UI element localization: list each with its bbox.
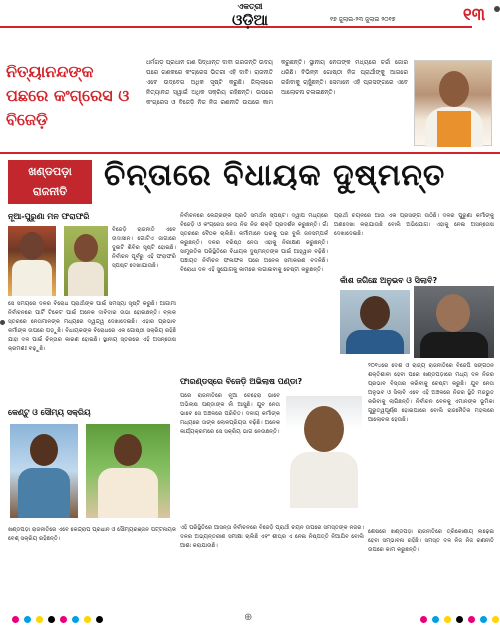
photo-anubhav: [340, 290, 410, 354]
color-dot: [72, 616, 79, 623]
color-dot: [456, 616, 463, 623]
middle-text-2: ପରେ ରାଜନୀତିରେ ନୂଆ ଚେହେରା ଭାବେ ଅଭିଲାଷ ପଣ୍ଡାଙ୍କ ନାଁ ଆସୁଛି। ଯୁବ ନେତା ଭାବେ ସେ ଅଞ୍ଚଳରେ ପରିଚିତ। ଦଳୀୟ କର୍ମୀଙ୍କ ମଧ୍ୟରେ ତାଙ୍କ ଲୋକପ୍ରିୟତା ବଢ଼ିଛି। ଅନେକ କାର୍ଯ୍ୟକ୍ରମରେ ସେ ସକ୍ରିୟ ଭାଗ ନେଉଛନ୍ତି।: [180, 393, 280, 435]
right-text-2: ୨୦୧୪ରେ ଦେଶ ଓ ରାଜ୍ୟ ରାଜନୀତିରେ ବିଜେପି ସଙ୍ଗଠନ ଶକ୍ତିଶାଳୀ ହେବା ପରେ ଖଣ୍ଡପଡ଼ାରେ ମଧ୍ୟ ଦଳ ନିଜର ପ୍ରଭାବ ବିସ୍ତାର କରିବାକୁ ଚେଷ୍ଟା କରୁଛି। ଯୁବ ନେତା ଅନୁଭବ ଓ ସିଲାବି ଏବେ ଏହି ଅଞ୍ଚଳରେ ନିଜର ସ୍ଥିତି ମଜଭୁତ କରିବାକୁ ଲାଗିଛନ୍ତି। ନିର୍ବାଚନ ବେଳକୁ ଏମାନଙ୍କ ଭୂମିକା ଗୁରୁତ୍ୱପୂର୍ଣ୍ଣ ହୋଇପାରେ ବୋଲି ରାଜନୈତିକ ମହଲରେ ଆଲୋଚନା ହେଉଛି।: [368, 363, 494, 423]
left-subhead: ନୂଆ-ପୁରୁଣା ମନ ଫରାଫରି: [8, 212, 90, 221]
photo-body: [98, 468, 158, 518]
color-dot: [12, 616, 19, 623]
photo-face: [304, 406, 344, 452]
masthead-title: ଓଡ଼ିଆ: [232, 11, 268, 29]
color-dot: [480, 616, 487, 623]
right-subhead: କାଁଶ ଜଗିଛେ ଅନୁଭବ ଓ ସିଲାବି?: [340, 276, 438, 285]
photo-face: [30, 434, 58, 466]
color-dot: [432, 616, 439, 623]
left-text-3: ଖଣ୍ଡପଡ଼ା ରାଜନୀତିରେ ଏବେ କେନ୍ଦ୍ରାପ ପ୍ରଧାନ ଓ ସୌମ୍ୟରଞ୍ଜନ ପଟ୍ଟନାୟକ ବେଶ୍ ସକ୍ରିୟ ରହିଛନ୍ତି।: [8, 527, 176, 542]
right-text-1: ପ୍ରାର୍ଥୀ ଚୟନରେ ଆଉ ଏକ ପ୍ରସଙ୍ଗ ଉଠିଛି। ଦଳର ପୁରୁଣା କର୍ମୀଙ୍କୁ ଅଣଦେଖା କରାଯାଉଛି ବୋଲି ଅଭିଯୋଗ। ଏହାକୁ ନେଇ ଅସନ୍ତୋଷ ଦେଖାଦେଇଛି।: [334, 213, 494, 237]
photo-leader-2: [64, 226, 108, 296]
lead-photo: [414, 60, 492, 146]
left-text-2: ସେ ସମୟରେ ଦଳର ବିରୋଧ ପ୍ରାର୍ଥୀଙ୍କ ପାଇଁ ସମସ୍ୟା ସୃଷ୍ଟି କରୁଛି। ଆଗାମୀ ନିର୍ବାଚନରେ ପାର୍ଟି ଟିକେଟ ପାଇଁ ଅନେକ ଦାବିଦାର ଉଭା ହୋଇଛନ୍ତି। ବ୍ଲକ ସ୍ତରରେ ନେତାମାନଙ୍କ ମଧ୍ୟରେ ଦ୍ୱନ୍ଦ୍ୱ ଦେଖାଦେଇଛି। ଏହାର ପ୍ରଭାବ କର୍ମୀଙ୍କ ଉପରେ ପଡ଼ୁଛି। ବିଧାୟକଙ୍କ ବିରୋଧରେ ଏକ ଗୋଷ୍ଠୀ ସକ୍ରିୟ ରହିଛି ଯାହା ଦଳ ପାଇଁ ଚିନ୍ତାର କାରଣ ହୋଇଛି। ସ୍ଥାନୀୟ ସ୍ତରରେ ଏହି ଅସନ୍ତୋଷ କ୍ରମଶଃ ବଢ଼ୁଛି।: [8, 301, 176, 352]
photo-leader-1: [8, 226, 56, 296]
left-subhead-2: କେଣ୍ଟୁ ଓ ସୌମ୍ୟ ସକ୍ରିୟ: [8, 408, 91, 417]
color-dot: [444, 616, 451, 623]
color-dot: [468, 616, 475, 623]
photo-face: [74, 234, 98, 262]
middle-subhead: ଫାରଣ୍ଡସ୍‌ରେ ବିଜେଡ଼ି ଅଭିଲାଷ ପଣ୍ଡା?: [180, 377, 303, 386]
color-dot: [24, 616, 31, 623]
photo-body: [290, 452, 358, 508]
photo-face: [360, 296, 390, 330]
page-header: [0, 0, 500, 46]
photo-kentu: [10, 424, 78, 518]
photo-face: [20, 232, 44, 260]
left-text-1: ବିଜେଡ଼ି ରାଜନୀତି ଏବେ ଉଦାସୀନ। ଗୋଟିଏ ଜାଗାରେ ଦୁଇଟି ଶିବିର ସୃଷ୍ଟି ହୋଇଛି। ନିର୍ବାଚନ ପୂର୍ବରୁ ଏହି ଫରାଫରି ସ୍ପଷ୍ଟ ଦେଖାଯାଉଛି।: [112, 227, 176, 269]
section-tag-line1: ଖଣ୍ଡପଡ଼ା: [28, 165, 72, 178]
middle-text-1: ନିର୍ବାଚନରେ କେନ୍ଦ୍ରଙ୍କ ପ୍ରତି ସମର୍ଥନ ସ୍ପଷ୍ଟ। ଦ୍ୱୀପ ମଧ୍ୟରେ ବିଜେଡ଼ି ଓ କଂଗ୍ରେସ ନେତା ନିଜ ନିଜ ଶକ୍ତି ପ୍ରଦର୍ଶନ କରୁଛନ୍ତି। ଗାଁ ସ୍ତରରେ ବୈଠକ ଚାଲିଛି। କର୍ମୀମାନେ ଘରକୁ ଘର ବୁଲି ଜନସମ୍ପର୍କ କରୁଛନ୍ତି। ଦଳର ବରିଷ୍ଠ ନେତା ଏହାକୁ ନିରୀକ୍ଷଣ କରୁଛନ୍ତି। ସାମ୍ପ୍ରତିକ ପରିସ୍ଥିତିରେ ବିଧାୟକ ଦୁଷ୍ମନ୍ତଙ୍କ ପାଇଁ ଆହ୍ୱାନ ବଢ଼ିଛି। ପଞ୍ଚାୟତ ନିର୍ବାଚନ ଫଳାଫଳ ପରେ ଅନେକ ସମୀକରଣ ବଦଳିଛି। ବିରୋଧୀ ଦଳ ଏହି ସୁଯୋଗକୁ କାମରେ ଲଗାଇବାକୁ ଚେଷ୍ଟା କରୁଛନ୍ତି।: [180, 213, 328, 273]
photo-face: [436, 294, 470, 332]
photo-face: [114, 434, 142, 466]
main-headline: ଚିନ୍ତାରେ ବିଧାୟକ ଦୁଷ୍ମନ୍ତ: [104, 158, 446, 193]
color-dot: [36, 616, 43, 623]
color-dot: [492, 616, 499, 623]
color-dot: [60, 616, 67, 623]
middle-text-3: ଏହି ପରିସ୍ଥିତିରେ ଆସନ୍ତା ନିର୍ବାଚନରେ ବିଜେଡ଼ି ପ୍ରାର୍ଥୀ ଚୟନ ଉପରେ ସମସ୍ତଙ୍କ ନଜର। ଦଳର ଅଭ୍ୟନ୍ତରୀଣ ସମୀକ୍ଷା ଚାଲିଛି ଏବଂ ଶୀଘ୍ର ଏ ନେଇ ନିଷ୍ପତ୍ତି ନିଆଯିବ ବୋଲି ଆଶା କରାଯାଉଛି।: [180, 525, 364, 549]
photo-body: [68, 262, 104, 296]
registration-mark-left: [0, 320, 5, 325]
crosshair-icon: ⊕: [244, 612, 253, 623]
portrait-face: [439, 71, 469, 107]
page-number: ୧୩: [462, 5, 486, 25]
masthead-top: ଏକତ୍ରୀ: [237, 2, 263, 11]
color-dots-right: [420, 616, 500, 623]
photo-body: [346, 330, 404, 354]
portrait-vest: [437, 111, 471, 147]
right-text-3: ଶେଷରେ ଖଣ୍ଡପଡ଼ା ରାଜନୀତିରେ ତ୍ରିକୋଣୀୟ ଲଢ଼େଇ ହେବା ସମ୍ଭାବନା ରହିଛି। ସମସ୍ତ ଦଳ ନିଜ ନିଜ ରଣନୀତି ଉପରେ କାମ କରୁଛନ୍ତି।: [368, 529, 494, 553]
photo-silabi: [414, 286, 494, 358]
color-dot: [96, 616, 103, 623]
photo-soumya: [86, 424, 170, 518]
photo-body: [420, 332, 488, 358]
color-dot: [48, 616, 55, 623]
lead-body: ଧର୍ମଗଡ଼ ପ୍ରଧାନ ଗଣ ସିଦ୍ଧାନ୍ତ ଦାବୀ ଗରଜନ୍ତି ଉଦୟ ଘରେ ଗଣକରେ କଂଗ୍ରେସ ଭିତରୀ ଏହି ଦାବି। ରାଜନୀତି ଏବେ ଉଦ୍‌ବେଗ ଅଧିକ ସୃଷ୍ଟି କରୁଛି। ଜିଲ୍ଲାରେ ନିତ୍ୟାନନ୍ଦ ସ୍ୱାଇଁ ଅଧିକ ସକ୍ରିୟ ରହିଛନ୍ତି। ଉପରେ କଂଗ୍ରେସ ଓ ବିଜେଡ଼ି ନିଜ ନିଜ ରଣନୀତି ଉପରେ କାମ କରୁଛନ୍ତି। ସ୍ଥାନୀୟ ନେତାଙ୍କ ମଧ୍ୟରେ ଚର୍ଚ୍ଚା ଜୋର ଧରିଛି। ବିଭିନ୍ନ ଗୋଷ୍ଠୀ ନିଜ ପ୍ରାର୍ଥୀଙ୍କୁ ଆଗରେ ରଖିବାକୁ ଚାହୁଁଛନ୍ତି। ସେମାନେ ଏହି ପ୍ରସଙ୍ଗରେ ଏବେ ଆଲୋଚନା ଚଳାଇଛନ୍ତି।: [146, 59, 408, 106]
section-tag: [8, 160, 92, 204]
section-tag-line2: ରାଜନୀତି: [32, 185, 68, 198]
color-dot: [84, 616, 91, 623]
color-dot: [420, 616, 427, 623]
photo-body: [12, 260, 52, 296]
masthead: [220, 2, 280, 28]
registration-mark: [494, 6, 500, 12]
dateline: ୧୭ ଜୁଲାଇ-୨୩ ଜୁଲାଇ ୨୦୧୭: [330, 16, 396, 23]
lead-headline: ନିତ୍ୟାନନ୍ଦଙ୍କ ପଛରେ କଂଗ୍ରେସ ଓ ବିଜେଡ଼ି: [6, 62, 130, 129]
color-dots-left: [12, 616, 103, 623]
photo-body: [18, 468, 70, 518]
photo-abhilash: [286, 396, 362, 508]
